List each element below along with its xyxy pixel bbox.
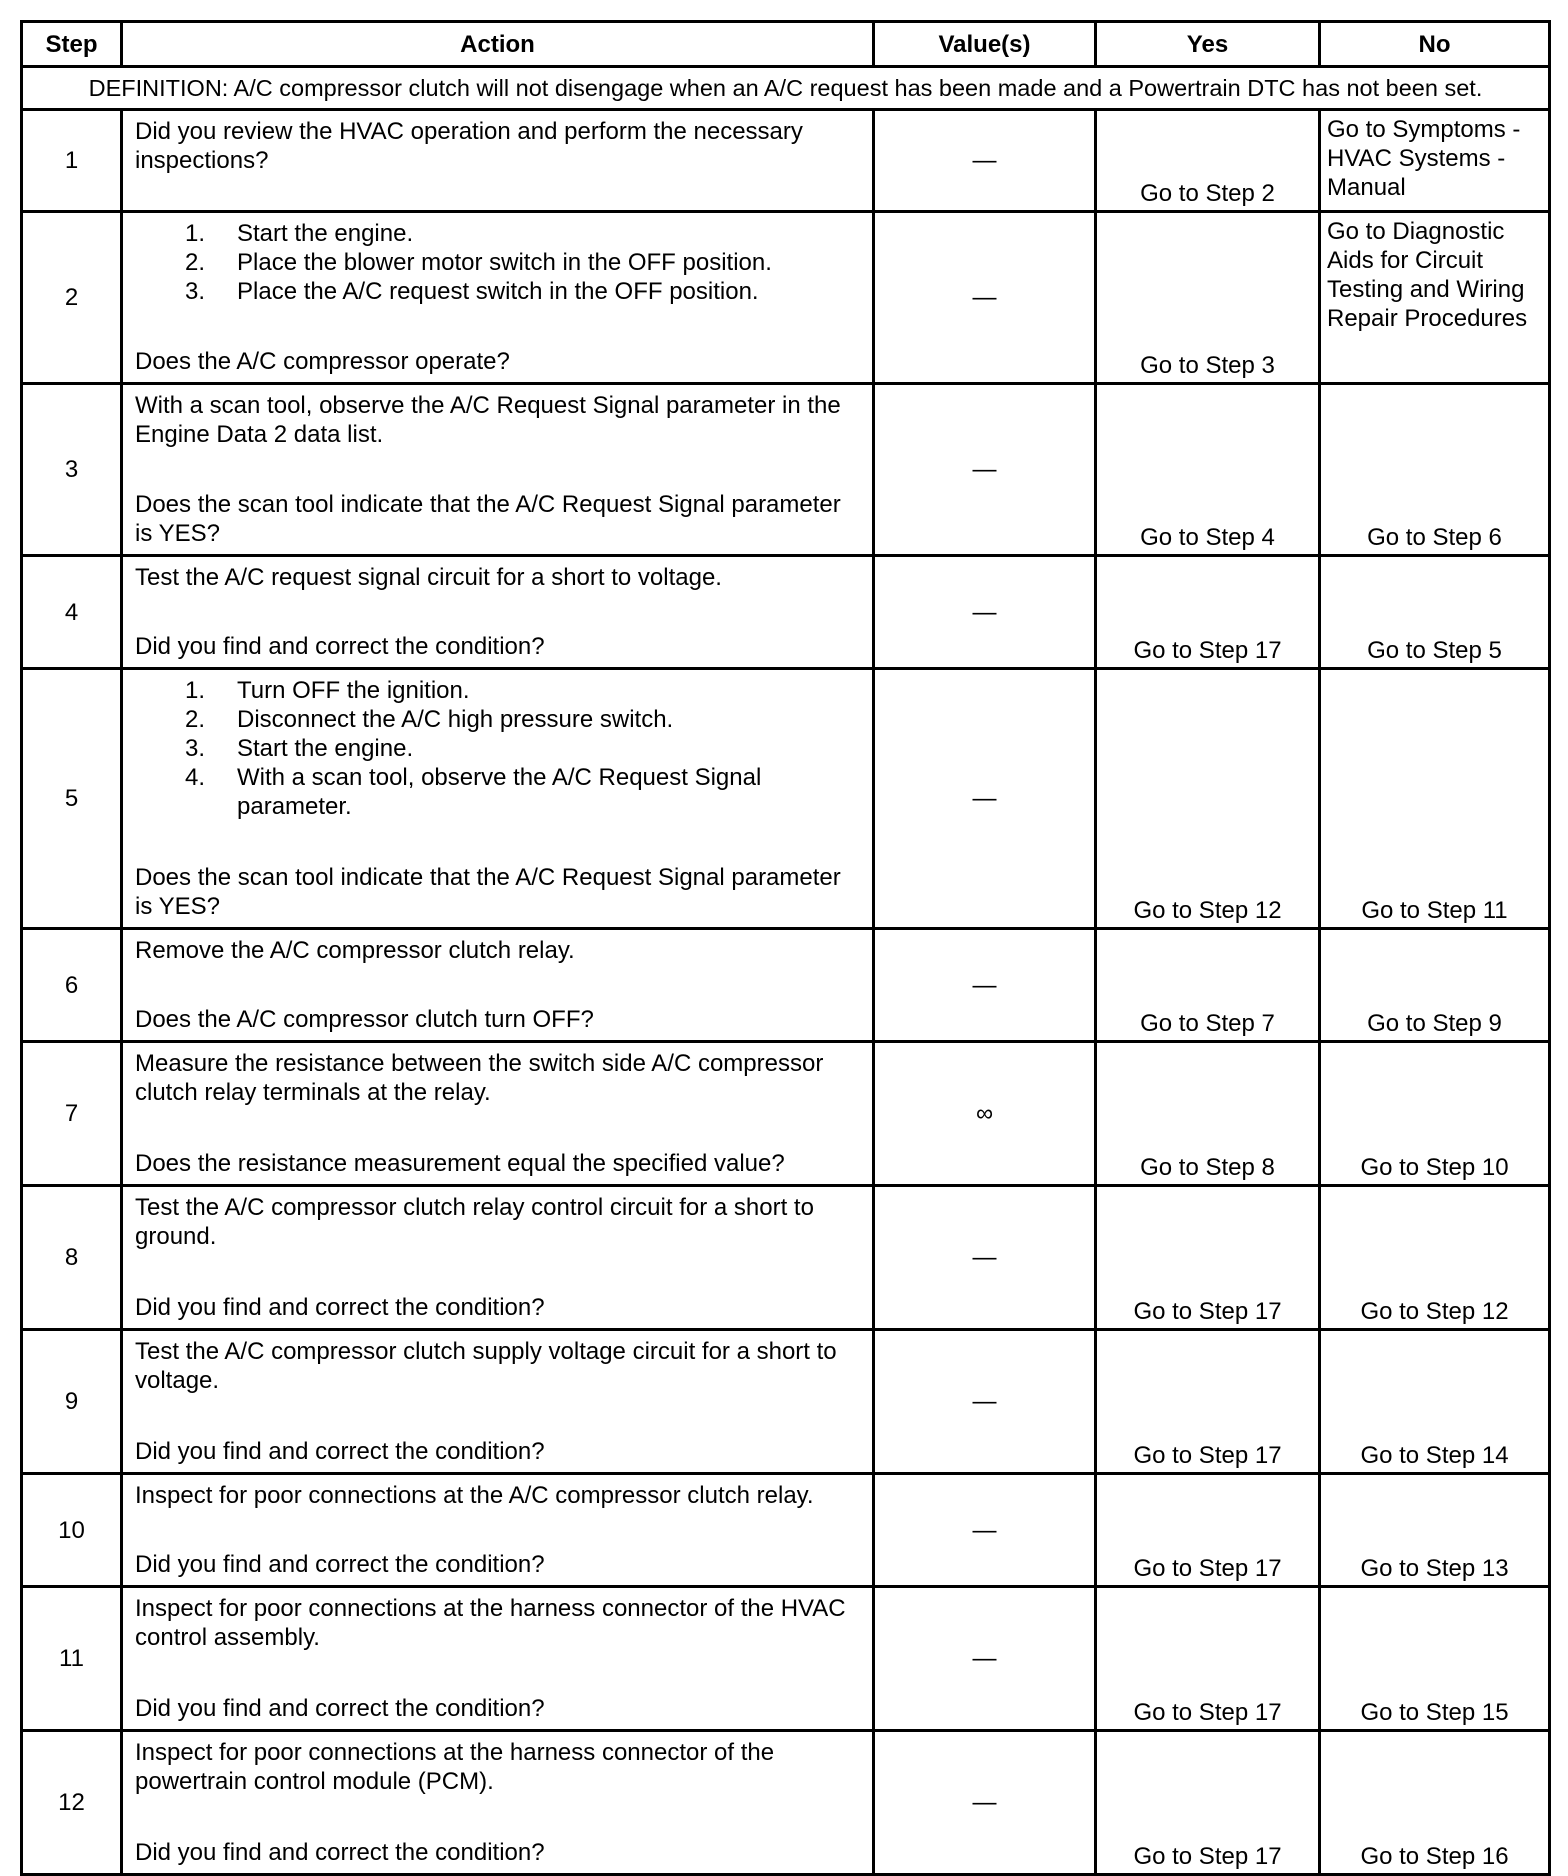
table-row (22, 1587, 1550, 1731)
action-cell (122, 110, 874, 212)
action-step-number: 3. (185, 278, 206, 305)
action-step-text: Start the engine. (237, 735, 414, 762)
table-row (22, 212, 1550, 384)
definition-text: DEFINITION: A/C compressor clutch will not disengage when an A/C request has been made and a Powertrain DTC has not been set. (22, 67, 1550, 110)
diagnostic-table-container (20, 20, 1551, 1876)
header-no: No (1320, 22, 1550, 67)
action-content (129, 1477, 866, 1583)
action-question: Does the scan tool indicate that the A/C Request Signal parameter is YES? (135, 491, 841, 547)
header-step: Step (22, 22, 122, 67)
action-content (129, 387, 866, 552)
value-cell: — (874, 1731, 1096, 1875)
action-content (129, 215, 866, 380)
step-number: 8 (22, 1186, 122, 1330)
action-step-text: With a scan tool, observe the A/C Request Signal parameter. (237, 764, 762, 820)
action-step-number: 1. (185, 677, 206, 704)
no-cell: Go to Step 5 (1320, 556, 1550, 669)
action-question: Did you find and correct the condition? (135, 633, 545, 660)
table-row (22, 669, 1550, 929)
action-step-number: 3. (185, 735, 206, 762)
action-instruction: Test the A/C compressor clutch supply voltage circuit for a short to voltage. (135, 1338, 837, 1394)
action-question: Did you find and correct the condition? (135, 1839, 545, 1866)
action-steps-list (135, 219, 860, 306)
no-cell: Go to Step 14 (1320, 1330, 1550, 1474)
step-number: 12 (22, 1731, 122, 1875)
yes-cell: Go to Step 17 (1096, 1731, 1320, 1875)
action-instruction: Inspect for poor connections at the A/C compressor clutch relay. (135, 1482, 814, 1509)
action-question: Does the scan tool indicate that the A/C Request Signal parameter is YES? (135, 864, 841, 920)
yes-cell: Go to Step 8 (1096, 1042, 1320, 1186)
header-yes: Yes (1096, 22, 1320, 67)
no-cell: Go to Step 15 (1320, 1587, 1550, 1731)
action-content (129, 1590, 866, 1727)
header-values: Value(s) (874, 22, 1096, 67)
value-cell: — (874, 1587, 1096, 1731)
action-cell (122, 1186, 874, 1330)
action-step-text: Turn OFF the ignition. (237, 677, 470, 704)
action-question: Did you find and correct the condition? (135, 1438, 545, 1465)
value-cell: — (874, 929, 1096, 1042)
step-number: 4 (22, 556, 122, 669)
value-cell: ∞ (874, 1042, 1096, 1186)
no-cell: Go to Step 10 (1320, 1042, 1550, 1186)
action-instruction: Inspect for poor connections at the harness connector of the powertrain control module (PCM). (135, 1739, 775, 1795)
step-number: 11 (22, 1587, 122, 1731)
step-number: 7 (22, 1042, 122, 1186)
action-instruction: Inspect for poor connections at the harness connector of the HVAC control assembly. (135, 1595, 846, 1651)
action-step-number: 4. (185, 764, 206, 791)
no-cell: Go to Step 13 (1320, 1474, 1550, 1587)
action-step-item (159, 676, 860, 705)
step-number: 1 (22, 110, 122, 212)
action-cell (122, 1042, 874, 1186)
value-cell: — (874, 110, 1096, 212)
action-step-text: Place the blower motor switch in the OFF position. (237, 249, 772, 276)
yes-cell: Go to Step 17 (1096, 1186, 1320, 1330)
action-content (129, 1734, 866, 1871)
action-cell (122, 929, 874, 1042)
action-content (129, 932, 866, 1038)
yes-cell: Go to Step 17 (1096, 556, 1320, 669)
value-cell: — (874, 1186, 1096, 1330)
step-number: 6 (22, 929, 122, 1042)
step-number: 3 (22, 384, 122, 556)
step-number: 9 (22, 1330, 122, 1474)
action-question: Does the A/C compressor clutch turn OFF? (135, 1006, 594, 1033)
action-steps-list (135, 676, 860, 821)
step-number: 10 (22, 1474, 122, 1587)
table-row (22, 384, 1550, 556)
action-question: Did you find and correct the condition? (135, 1551, 545, 1578)
action-cell (122, 556, 874, 669)
action-step-item (159, 763, 860, 821)
no-cell: Go to Diagnostic Aids for Circuit Testing and Wiring Repair Procedures (1320, 212, 1550, 384)
yes-cell: Go to Step 7 (1096, 929, 1320, 1042)
value-cell: — (874, 212, 1096, 384)
table-row (22, 1731, 1550, 1875)
action-content (129, 113, 866, 208)
action-step-item (159, 248, 860, 277)
action-instruction: Did you review the HVAC operation and perform the necessary inspections? (135, 118, 803, 174)
action-step-text: Place the A/C request switch in the OFF position. (237, 278, 759, 305)
value-cell: — (874, 1474, 1096, 1587)
no-cell: Go to Step 6 (1320, 384, 1550, 556)
step-number: 5 (22, 669, 122, 929)
action-cell (122, 1587, 874, 1731)
action-step-text: Start the engine. (237, 220, 414, 247)
action-cell (122, 1330, 874, 1474)
table-row (22, 110, 1550, 212)
action-cell (122, 1731, 874, 1875)
yes-cell: Go to Step 17 (1096, 1330, 1320, 1474)
action-content (129, 559, 866, 665)
no-cell: Go to Step 9 (1320, 929, 1550, 1042)
action-step-item (159, 705, 860, 734)
yes-cell: Go to Step 3 (1096, 212, 1320, 384)
action-content (129, 1189, 866, 1326)
step-number: 2 (22, 212, 122, 384)
action-step-item (159, 219, 860, 248)
yes-cell: Go to Step 12 (1096, 669, 1320, 929)
diagnostic-table (20, 20, 1551, 1876)
action-question: Does the resistance measurement equal the specified value? (135, 1150, 785, 1177)
action-instruction: Remove the A/C compressor clutch relay. (135, 937, 575, 964)
action-cell (122, 669, 874, 929)
table-row (22, 929, 1550, 1042)
yes-cell: Go to Step 4 (1096, 384, 1320, 556)
action-step-number: 2. (185, 706, 206, 733)
action-question: Did you find and correct the condition? (135, 1695, 545, 1722)
value-cell: — (874, 556, 1096, 669)
value-cell: — (874, 669, 1096, 929)
yes-cell: Go to Step 17 (1096, 1587, 1320, 1731)
value-cell: — (874, 1330, 1096, 1474)
table-row (22, 556, 1550, 669)
action-step-item (159, 734, 860, 763)
header-row (22, 22, 1550, 67)
definition-row (22, 67, 1550, 110)
no-cell: Go to Step 16 (1320, 1731, 1550, 1875)
table-row (22, 1186, 1550, 1330)
action-instruction: With a scan tool, observe the A/C Request Signal parameter in the Engine Data 2 data list. (135, 392, 841, 448)
yes-cell: Go to Step 2 (1096, 110, 1320, 212)
action-cell (122, 384, 874, 556)
action-instruction: Test the A/C request signal circuit for a short to voltage. (135, 564, 722, 591)
yes-cell: Go to Step 17 (1096, 1474, 1320, 1587)
header-action: Action (122, 22, 874, 67)
no-cell: Go to Step 12 (1320, 1186, 1550, 1330)
no-cell: Go to Step 11 (1320, 669, 1550, 929)
action-question: Does the A/C compressor operate? (135, 348, 510, 375)
table-row (22, 1330, 1550, 1474)
no-cell: Go to Symptoms - HVAC Systems - Manual (1320, 110, 1550, 212)
action-step-number: 1. (185, 220, 206, 247)
action-step-text: Disconnect the A/C high pressure switch. (237, 706, 674, 733)
action-content (129, 1333, 866, 1470)
action-question: Did you find and correct the condition? (135, 1294, 545, 1321)
value-cell: — (874, 384, 1096, 556)
table-row (22, 1042, 1550, 1186)
action-instruction: Measure the resistance between the switch side A/C compressor clutch relay terminals at the relay. (135, 1050, 824, 1106)
action-step-number: 2. (185, 249, 206, 276)
action-content (129, 672, 866, 925)
table-row (22, 1474, 1550, 1587)
action-cell (122, 212, 874, 384)
action-step-item (159, 277, 860, 306)
action-instruction: Test the A/C compressor clutch relay control circuit for a short to ground. (135, 1194, 814, 1250)
action-cell (122, 1474, 874, 1587)
action-content (129, 1045, 866, 1182)
